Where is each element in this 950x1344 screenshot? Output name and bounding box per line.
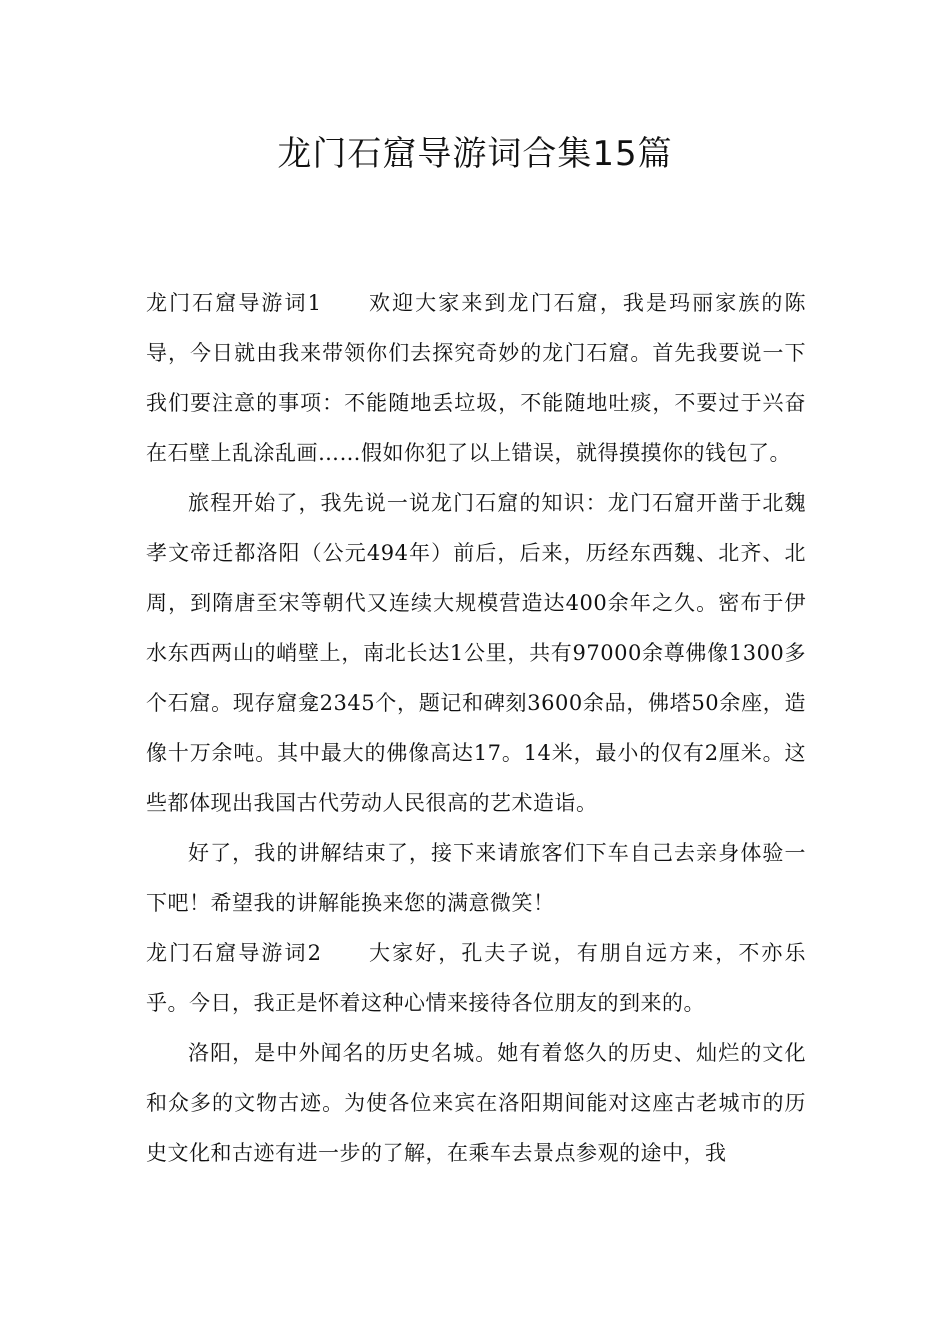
section-2-intro-paragraph bbox=[146, 928, 806, 1028]
document-body bbox=[146, 278, 806, 1178]
section-2-heading: 龙门石窟导游词2 bbox=[146, 941, 322, 965]
section-2-paragraph-2: 洛阳，是中外闻名的历史名城。她有着悠久的历史、灿烂的文化和众多的文物古迹。为使各位来宾在洛阳期间能对这座古老城市的历史文化和古迹有进一步的了解，在乘车去景点参观的途中，我 bbox=[146, 1041, 806, 1165]
document-title: 龙门石窟导游词合集15篇 bbox=[277, 134, 673, 174]
section-1-paragraph-2: 旅程开始了，我先说一说龙门石窟的知识：龙门石窟开凿于北魏孝文帝迁都洛阳（公元494年）前后，后来，历经东西魏、北齐、北周，到隋唐至宋等朝代又连续大规模营造达400余年之久。密布于伊水东西两山的峭壁上，南北长达1公里，共有97000余尊佛像1300多个石窟。现存窟龛2345个，题记和碑刻3600余品，佛塔50余座，造像十万余吨。其中最大的佛像高达17。14米，最小的仅有2厘米。这些都体现出我国古代劳动人民很高的艺术造诣。 bbox=[146, 491, 806, 815]
section-1-paragraph-3: 好了，我的讲解结束了，接下来请旅客们下车自己去亲身体验一下吧！希望我的讲解能换来您的满意微笑！ bbox=[146, 841, 806, 915]
paragraph-text: 大家好，孔夫子说，有朋自远方来，不亦乐乎。今日，我正是怀着这种心情来接待各位朋友的到来的。 bbox=[146, 941, 806, 1015]
paragraph-text: 欢迎大家来到龙门石窟，我是玛丽家族的陈导，今日就由我来带领你们去探究奇妙的龙门石窟。首先我要说一下我们要注意的事项：不能随地丢垃圾，不能随地吐痰，不要过于兴奋在石壁上乱涂乱画……假如你犯了以上错误，就得摸摸你的钱包了。 bbox=[146, 291, 806, 465]
section-1-intro-paragraph bbox=[146, 278, 806, 478]
section-1-heading: 龙门石窟导游词1 bbox=[146, 291, 322, 315]
